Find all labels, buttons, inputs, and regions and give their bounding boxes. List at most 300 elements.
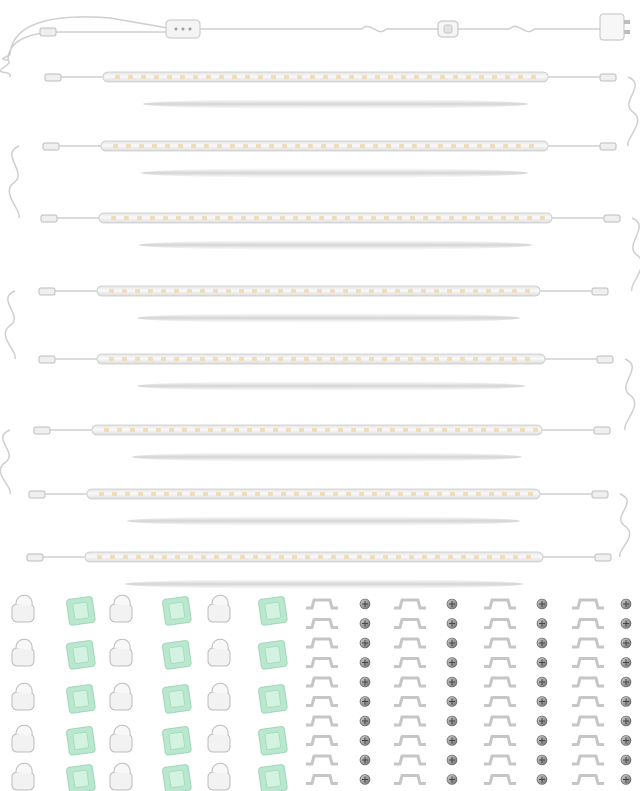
led-chip (317, 289, 322, 293)
led-chip (395, 357, 400, 361)
link-wire (625, 359, 635, 430)
led-chip (323, 75, 328, 79)
led-chip (304, 289, 309, 293)
led-chip (422, 555, 427, 559)
led-chip (234, 428, 239, 432)
led-chip (515, 492, 520, 496)
led-chip (525, 357, 530, 361)
led-chip (473, 289, 478, 293)
light-bar (27, 552, 611, 589)
bar-connector-left (45, 74, 61, 81)
mounting-bracket (484, 659, 516, 667)
led-chip (128, 75, 133, 79)
led-chip (213, 357, 218, 361)
led-chip (256, 144, 261, 148)
led-chip (319, 216, 324, 220)
led-chip (416, 428, 421, 432)
led-chip (123, 555, 128, 559)
led-chip (117, 428, 122, 432)
led-chip (269, 144, 274, 148)
mounting-bracket (306, 620, 338, 628)
led-chip (112, 492, 117, 496)
mounting-screw (360, 697, 370, 707)
led-chip (297, 75, 302, 79)
bar-connector-left (41, 215, 57, 222)
led-chip (200, 289, 205, 293)
bar-shadow (132, 452, 522, 462)
mounting-screw (447, 638, 457, 648)
clip-base (208, 648, 230, 666)
led-chip (307, 492, 312, 496)
led-chip (481, 428, 486, 432)
led-chip (201, 555, 206, 559)
led-chip (388, 75, 393, 79)
mounting-bracket (484, 776, 516, 784)
clip-base (110, 692, 132, 710)
bar-connector-right (600, 74, 616, 81)
pad-tab (73, 770, 89, 788)
mounting-screw (360, 619, 370, 629)
bracket-shape (394, 756, 426, 764)
splitter-box-icon (166, 20, 200, 38)
bar-shadow (141, 168, 528, 178)
led-chip (370, 555, 375, 559)
led-chip (135, 357, 140, 361)
led-chip (334, 144, 339, 148)
mounting-screw (621, 658, 631, 668)
led-chip (182, 428, 187, 432)
inline-switch-icon (438, 21, 458, 37)
led-chip (208, 428, 213, 432)
led-chip (299, 428, 304, 432)
bracket-shape (484, 620, 516, 628)
led-chip (122, 289, 127, 293)
led-chip (384, 216, 389, 220)
cable-clip (208, 639, 230, 666)
bar-connector-right (595, 554, 611, 561)
led-chip (333, 492, 338, 496)
bracket-shape (306, 756, 338, 764)
led-chip (399, 144, 404, 148)
mounting-screw (621, 619, 631, 629)
adhesive-pad (66, 596, 95, 625)
pad-tab (73, 732, 89, 750)
led-chip (475, 216, 480, 220)
mounting-screw (621, 755, 631, 765)
led-chip (487, 555, 492, 559)
led-chip (254, 216, 259, 220)
link-wire (5, 291, 15, 359)
cable-clip (12, 763, 34, 790)
bar-connector-right (600, 143, 616, 150)
led-chip (239, 357, 244, 361)
led-chip (474, 555, 479, 559)
bracket-shape (394, 620, 426, 628)
led-chip (291, 357, 296, 361)
mounting-bracket (484, 678, 516, 686)
led-chip (357, 555, 362, 559)
mounting-screw (537, 658, 547, 668)
clip-base (208, 604, 230, 622)
bracket-shape (306, 717, 338, 725)
bracket-shape (394, 737, 426, 745)
led-chip (409, 555, 414, 559)
led-chip (97, 555, 102, 559)
led-chip (213, 289, 218, 293)
mounting-screw (621, 599, 631, 609)
led-chip (162, 555, 167, 559)
led-chip (424, 492, 429, 496)
mounting-screw (360, 716, 370, 726)
clip-base (12, 648, 34, 666)
led-chip (230, 144, 235, 148)
led-chip (359, 492, 364, 496)
led-chip (217, 144, 222, 148)
light-bar (39, 354, 613, 391)
led-chip (163, 216, 168, 220)
led-chip (271, 75, 276, 79)
led-chip (227, 555, 232, 559)
led-chip (306, 216, 311, 220)
adhesive-pad (258, 640, 287, 669)
bracket-shape (484, 678, 516, 686)
led-chip (490, 144, 495, 148)
led-chip (113, 144, 118, 148)
led-chip (265, 289, 270, 293)
led-chip (516, 144, 521, 148)
mounting-screw (537, 677, 547, 687)
led-chip (345, 216, 350, 220)
cable-clip (110, 725, 132, 752)
led-chip (325, 428, 330, 432)
bracket-shape (394, 659, 426, 667)
led-chip (330, 289, 335, 293)
light-bar (45, 72, 616, 109)
led-chip (202, 216, 207, 220)
led-chip (438, 144, 443, 148)
led-chip (450, 492, 455, 496)
led-chip (189, 216, 194, 220)
led-chip (447, 357, 452, 361)
led-chip (336, 75, 341, 79)
led-chip (282, 144, 287, 148)
bracket-shape (572, 600, 604, 608)
led-chip (356, 289, 361, 293)
led-chip (408, 357, 413, 361)
bar-connector-right (597, 356, 613, 363)
led-chip (364, 428, 369, 432)
mounting-screw (447, 755, 457, 765)
led-chip (252, 289, 257, 293)
led-chip (440, 75, 445, 79)
led-chip (304, 357, 309, 361)
bar-connector-left (39, 356, 55, 363)
led-chip (193, 75, 198, 79)
led-chip (148, 357, 153, 361)
led-chip (466, 75, 471, 79)
led-chip (395, 289, 400, 293)
mounting-screw (537, 775, 547, 785)
led-chip (476, 492, 481, 496)
clip-base (208, 772, 230, 790)
adhesive-pad (66, 764, 95, 791)
cable-clip (12, 639, 34, 666)
cable-clip (12, 683, 34, 710)
mounting-screw (447, 599, 457, 609)
led-chip (343, 289, 348, 293)
mounting-bracket (306, 600, 338, 608)
led-chip (360, 144, 365, 148)
led-chip (109, 289, 114, 293)
bracket-shape (572, 776, 604, 784)
led-chip (267, 216, 272, 220)
led-chip (397, 216, 402, 220)
mounting-bracket (306, 678, 338, 686)
led-chip (154, 75, 159, 79)
bracket-shape (484, 737, 516, 745)
led-chip (425, 144, 430, 148)
led-chip (499, 289, 504, 293)
led-chip (375, 75, 380, 79)
led-chip (330, 357, 335, 361)
pad-tab (73, 602, 89, 620)
bracket-shape (572, 717, 604, 725)
led-chip (346, 492, 351, 496)
led-chip (401, 75, 406, 79)
light-bars (27, 72, 620, 589)
led-chip (477, 144, 482, 148)
bracket-shape (572, 737, 604, 745)
led-chip (464, 144, 469, 148)
pad-tab (73, 646, 89, 664)
led-chip (232, 75, 237, 79)
led-chip (110, 555, 115, 559)
bracket-shape (306, 698, 338, 706)
mounting-bracket (394, 717, 426, 725)
bracket-shape (484, 600, 516, 608)
bracket-shape (394, 600, 426, 608)
led-chip (243, 144, 248, 148)
led-chip (242, 492, 247, 496)
led-chip (442, 428, 447, 432)
mounting-bracket (394, 600, 426, 608)
pad-tab (265, 646, 281, 664)
power-adapter-icon (600, 14, 630, 40)
link-wire (9, 146, 19, 218)
led-chip (174, 357, 179, 361)
led-chip (349, 75, 354, 79)
bar-connector-left (27, 554, 43, 561)
bracket-shape (484, 717, 516, 725)
cable-clip (12, 725, 34, 752)
led-chip (245, 75, 250, 79)
mounting-bracket (572, 678, 604, 686)
led-chip (453, 75, 458, 79)
led-chip (308, 144, 313, 148)
led-chip (486, 357, 491, 361)
led-chip (369, 289, 374, 293)
led-chip (292, 555, 297, 559)
mounting-screw (447, 775, 457, 785)
mounting-screw (360, 677, 370, 687)
led-chip (489, 492, 494, 496)
led-chip (529, 144, 534, 148)
mounting-bracket (306, 776, 338, 784)
bracket-shape (306, 620, 338, 628)
mounting-screw (537, 619, 547, 629)
mounting-screw (621, 716, 631, 726)
led-chip (317, 357, 322, 361)
led-chip (312, 428, 317, 432)
mounting-bracket (572, 698, 604, 706)
led-chip (130, 428, 135, 432)
bracket-shape (484, 639, 516, 647)
led-chip (488, 216, 493, 220)
led-chip (284, 75, 289, 79)
led-chip (494, 428, 499, 432)
led-chip (136, 555, 141, 559)
led-chip (149, 555, 154, 559)
cable-clip (208, 683, 230, 710)
mounting-screw (621, 638, 631, 648)
clip-base (208, 734, 230, 752)
mounting-screw (537, 599, 547, 609)
pad-tab (265, 602, 281, 620)
led-chip (382, 289, 387, 293)
bracket-shape (484, 776, 516, 784)
led-chip (507, 428, 512, 432)
led-chip (310, 75, 315, 79)
cable-clip (110, 683, 132, 710)
led-chip (294, 492, 299, 496)
bar-connector-left (34, 427, 50, 434)
bar-connector-left (43, 143, 59, 150)
led-chip (125, 492, 130, 496)
led-chip (156, 428, 161, 432)
pad-tab (169, 602, 185, 620)
led-chip (492, 75, 497, 79)
led-chip (178, 144, 183, 148)
led-chip (279, 555, 284, 559)
led-chip (138, 492, 143, 496)
led-chip (135, 289, 140, 293)
led-chip (435, 555, 440, 559)
led-chip (99, 492, 104, 496)
link-wire (0, 430, 10, 494)
led-chip (187, 357, 192, 361)
led-chip (338, 428, 343, 432)
mounting-screw (537, 697, 547, 707)
cable-clip (110, 639, 132, 666)
led-chip (499, 357, 504, 361)
mounting-screw (447, 697, 457, 707)
mounting-bracket (484, 639, 516, 647)
pad-tab (169, 690, 185, 708)
led-chip (385, 492, 390, 496)
bracket-shape (572, 659, 604, 667)
led-chip (150, 216, 155, 220)
led-chip (451, 144, 456, 148)
led-chip (187, 289, 192, 293)
mounting-screw (360, 755, 370, 765)
pad-tab (169, 770, 185, 788)
adhesive-pad (162, 640, 191, 669)
led-chip (479, 75, 484, 79)
led-chip (525, 289, 530, 293)
adhesive-pad (258, 764, 287, 791)
mounting-screw (621, 697, 631, 707)
led-chip (204, 144, 209, 148)
led-chip (206, 75, 211, 79)
led-chip (427, 75, 432, 79)
adhesive-pad (66, 726, 95, 755)
bar-connector-left (29, 491, 45, 498)
mounting-bracket (394, 678, 426, 686)
power-assembly (8, 14, 630, 60)
led-chip (188, 555, 193, 559)
led-chip (226, 289, 231, 293)
led-chip (260, 428, 265, 432)
mounting-bracket (572, 659, 604, 667)
led-chip (167, 75, 172, 79)
led-chip (305, 555, 310, 559)
led-chip (520, 428, 525, 432)
led-chip (390, 428, 395, 432)
cable-clip (208, 763, 230, 790)
led-chip (104, 428, 109, 432)
bracket-shape (394, 698, 426, 706)
led-chip (414, 75, 419, 79)
bracket-shape (394, 717, 426, 725)
bracket-shape (306, 776, 338, 784)
link-wire (620, 494, 630, 557)
mounting-bracket (306, 717, 338, 725)
led-chip (151, 492, 156, 496)
cable-clip (110, 595, 132, 622)
pad-tab (73, 690, 89, 708)
bracket-shape (394, 776, 426, 784)
mounting-bracket (394, 620, 426, 628)
led-chip (533, 428, 538, 432)
mounting-bracket (484, 620, 516, 628)
pad-tab (265, 770, 281, 788)
led-chip (411, 492, 416, 496)
mounting-bracket (484, 600, 516, 608)
led-chip (219, 75, 224, 79)
mounting-accessories (12, 595, 631, 791)
mounting-bracket (306, 639, 338, 647)
led-chip (449, 216, 454, 220)
bracket-shape (306, 639, 338, 647)
led-chip (180, 75, 185, 79)
mounting-bracket (572, 600, 604, 608)
mounting-bracket (484, 698, 516, 706)
led-chip (461, 555, 466, 559)
light-bar (34, 425, 610, 462)
led-chip (152, 144, 157, 148)
led-chip (137, 216, 142, 220)
led-chip (164, 492, 169, 496)
clip-base (110, 734, 132, 752)
cable-clip (110, 763, 132, 790)
led-chip (331, 555, 336, 559)
led-chip (371, 216, 376, 220)
light-bar (29, 489, 608, 526)
mounting-bracket (572, 639, 604, 647)
clip-base (110, 604, 132, 622)
led-chip (228, 216, 233, 220)
led-chip (161, 289, 166, 293)
